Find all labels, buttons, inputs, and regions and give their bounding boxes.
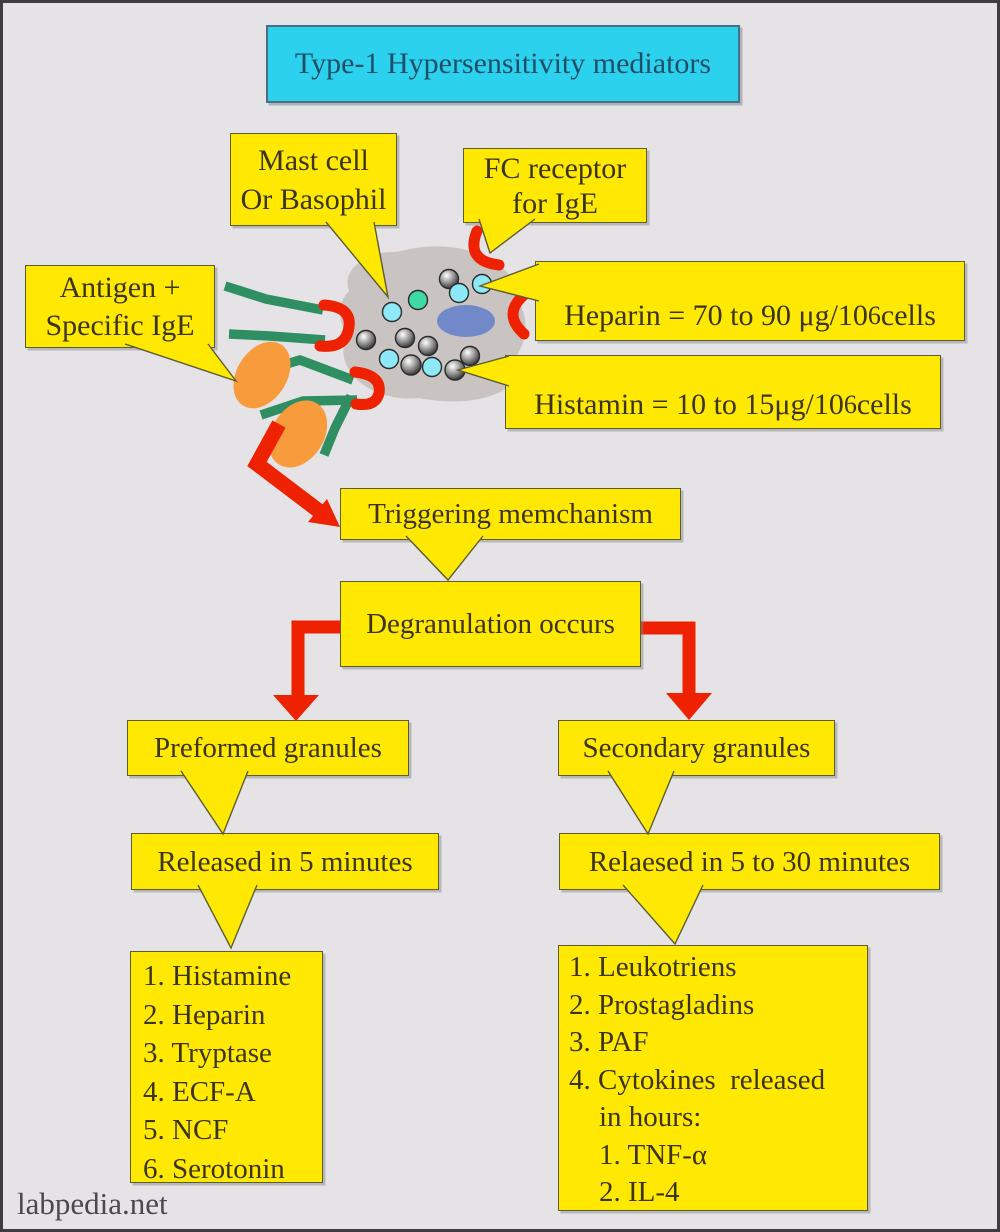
pointer-mast-cell: [326, 222, 388, 297]
list-item: 3. Tryptase: [143, 1037, 272, 1069]
callout-text: Specific IgE: [45, 308, 195, 342]
fc-receptor-hook: [320, 231, 524, 405]
branch-arrow-right: [641, 628, 712, 720]
node-preformed-granules: Preformed granules: [127, 720, 409, 776]
preformed-mediators-list: [130, 951, 323, 1183]
granule-cyan: [423, 358, 442, 377]
list-item: 2. Heparin: [143, 998, 266, 1031]
callout-heparin: Heparin = 70 to 90 μg/10 6 cells: [535, 261, 965, 341]
node-released-5to30min: Relaesed in 5 to 30 minutes: [559, 833, 940, 890]
pointer-fc-receptor: [479, 219, 535, 253]
nucleus-shape: [437, 305, 495, 337]
granule-dark: [419, 337, 438, 356]
callout-text: Antigen +: [59, 270, 181, 304]
pointer-triggering: [406, 536, 483, 580]
granule-dark: [461, 347, 480, 366]
secondary-mediators-list: [558, 945, 868, 1211]
callout-text: FC receptor: [483, 151, 627, 185]
granule-cyan: [383, 303, 402, 322]
heparin-text: Heparin = 70 to 90: [564, 299, 799, 332]
pointer-secondary: [608, 771, 674, 834]
list-item: 2. IL-4: [599, 1176, 680, 1208]
list-item: in hours:: [599, 1101, 702, 1133]
pointer-histamin: [458, 356, 509, 386]
list-item: 1. Leukotriens: [569, 951, 737, 983]
callout-text: Or Basophil: [240, 182, 387, 216]
node-secondary-granules: Secondary granules: [558, 720, 835, 776]
callout-histamin: Histamin = 10 to 15 μg/10 6 cells: [505, 355, 941, 429]
callout-antigen: [25, 265, 215, 348]
node-released-5min: Released in 5 minutes: [131, 833, 439, 890]
granules: [357, 270, 492, 381]
heparin-unit: μg/10: [798, 299, 868, 332]
callout-fc-receptor: [463, 148, 647, 223]
pointer-antigen: [125, 344, 236, 381]
list-item: 2. Prostagladins: [569, 988, 755, 1021]
granule-dark: [440, 270, 459, 289]
node-degranulation: Degranulation occurs: [340, 581, 641, 667]
list-item: 4. ECF-A: [143, 1075, 256, 1108]
list-item: 6. Serotonin: [143, 1152, 285, 1185]
pointer-released-5min: [198, 885, 257, 948]
diagram-title: Type-1 Hypersensitivity mediators: [266, 25, 740, 103]
watermark: labpedia.net: [17, 1186, 168, 1221]
histamin-unit: μg/10: [774, 388, 844, 421]
ige-antibody: [225, 286, 357, 455]
histamin-text: Histamin = 10 to 15: [534, 388, 775, 421]
granule-dark: [357, 331, 376, 350]
node-triggering: Triggering memchanism: [340, 488, 681, 540]
histamin-suffix: cells: [856, 388, 912, 421]
callout-mast-cell: [230, 133, 397, 226]
granule-cyan: [380, 350, 399, 369]
pointer-preformed: [181, 771, 248, 834]
granule-cyan: [450, 284, 469, 303]
antigen-shape: [222, 331, 339, 478]
granule-teal: [409, 291, 428, 310]
heparin-suffix: cells: [880, 299, 936, 332]
mast-cell-shape: [340, 246, 526, 401]
granule-dark: [445, 360, 465, 380]
callout-text: Mast cell: [258, 143, 369, 177]
pointer-heparin: [480, 264, 539, 301]
granule-dark: [401, 355, 421, 375]
list-item: 1. TNF-α: [599, 1138, 708, 1171]
callout-text: for IgE: [512, 186, 598, 220]
list-item: 5. NCF: [143, 1114, 229, 1146]
pointer-released-5to30min: [623, 885, 703, 944]
granule-dark: [396, 329, 415, 348]
branch-arrow-left: [273, 627, 340, 721]
list-item: 1. Histamine: [143, 960, 292, 992]
list-item: 3. PAF: [569, 1026, 649, 1058]
list-item: 4. Cytokines released: [569, 1063, 826, 1096]
trigger-arrow: [257, 424, 340, 527]
granule-cyan: [473, 275, 492, 294]
